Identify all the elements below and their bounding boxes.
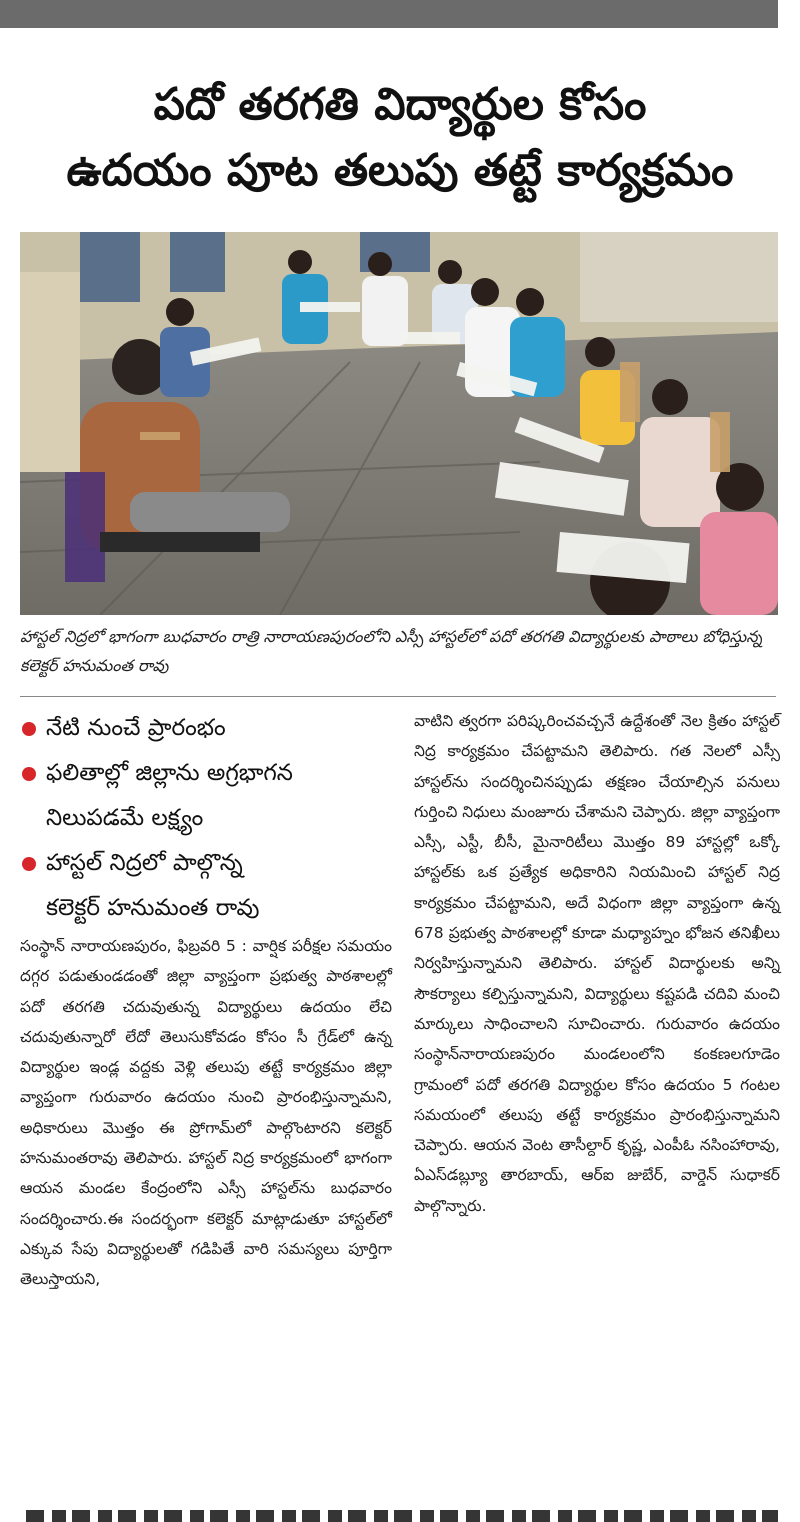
headline-line-2: ఉదయం పూట తలుపు తట్టే కార్యక్రమం	[66, 145, 734, 196]
photo-caption: హాస్టల్ నిద్రలో భాగంగా బుధవారం రాత్రి నారాయణపురంలోని ఎస్సీ హాస్టల్‌లో పదో తరగతి విద్యార్థులకు పాఠాలు బోధిస్తున్న కలెక్టర్ హనుమంత రావు	[20, 627, 763, 675]
bullet-dot-icon	[22, 857, 36, 871]
bullet-dot-icon	[22, 767, 36, 781]
next-headline-cutoff	[0, 1502, 800, 1522]
headline-line-1: పదో తరగతి విద్యార్థుల కోసం	[153, 79, 647, 130]
cutoff-text-ink	[26, 1510, 778, 1522]
article-body-right: వాటిని త్వరగా పరిష్కరించవచ్చనే ఉద్దేశంతో నెల క్రితం హాస్టల్ నిద్ర కార్యక్రమం చేపట్టామని తెలిపారు. గత నెలలో ఎస్సీ హాస్టల్‌ను సందర్శించినప్పుడు తక్షణం చేయాల్సిన పనులు గుర్తించి నిధులు మంజూరు చేశామని చెప్పారు. జిల్లా వ్యాప్తంగా ఎస్సీ, ఎస్టీ, బీసీ, మైనారిటీలు మొత్తం 89 హాస్టల్లో ఒక్కో హాస్టల్‌కు ఒక ప్రత్యేక అధికారిని నియమించి హాస్టల్ నిద్ర కార్యక్రమం చేపట్టామని, అదే విధంగా జిల్లా వ్యాప్తంగా ఉన్న 678 ప్రభుత్వ పాఠశాలల్లో కూడా మధ్యాహ్నం భోజన తనిఖీలు నిర్వహిస్తున్నామని తెలిపారు. హాస్టల్ విదార్థులకు అన్ని సౌకర్యాలు కల్పిస్తున్నామని, విద్యార్థులు కష్టపడి చదివి మంచి మార్కులు సాధించాలని సూచించారు. గురువారం ఉదయం సంస్థాన్‌నారాయణపురం మండలంలోని కంకణలగూడెం గ్రామంలో పదో తరగతి విద్యార్థుల కోసం ఉదయం 5 గంటల సమయంలో తలుపు తట్టే కార్యక్రమం ప్రారంభిస్తున్నామని చెప్పారు. ఆయన వెంట తాసీల్దార్ కృష్ణ, ఎంపీఓ నసింహారావు, ఏఎస్‌డబ్ల్యూ తారబాయ్, ఆర్‌ఐ జుబేర్, వార్డెన్ సుధాకర్ పాల్గొన్నారు.	[414, 712, 780, 1215]
article-column-left	[20, 706, 392, 1295]
divider	[20, 696, 776, 697]
highlight-text-continued: నిలుపడమే లక్ష్యం	[46, 805, 204, 831]
article-body-left: సంస్థాన్ నారాయణపురం, ఫిబ్రవరి 5 : వార్షిక పరీక్షల సమయం దగ్గర పడుతుండడంతో జిల్లా వ్యాప్తంగా ప్రభుత్వ పాఠశాలల్లో పదో తరగతి చదువుతున్న విద్యార్థులు ఉదయం లేచి చదువుతున్నారో లేదో తెలుసుకోవడం కోసం సీ గ్రేడ్‌లో ఉన్న విద్యార్థుల ఇండ్ల వద్దకు వెళ్లి తలుపు తట్టే కార్యక్రమం జిల్లా వ్యాప్తంగా గురువారం ఉదయం నుంచి ప్రారంభిస్తున్నామని, అధికారులు మొత్తం ఈ ప్రోగామ్‌లో పాల్గొంటారని కలెక్టర్ హనుమంతరావు తెలిపారు. హాస్టల్ నిద్ర కార్యక్రమంలో భాగంగా ఆయన మండల కేంద్రంలోని ఎస్సీ హాస్టల్‌ను బుధవారం సందర్శించారు.ఈ సందర్భంగా కలెక్టర్ మాట్లాడుతూ హాస్టల్‌లో ఎక్కువ సేపు విద్యార్థులతో గడిపితే వారి సమస్యలు పూర్తిగా తెలుస్తాయని,	[20, 937, 392, 1289]
article-column-right	[414, 706, 780, 1221]
news-photo	[20, 232, 778, 615]
highlight-text: హాస్టల్ నిద్రలో పాల్గొన్న	[46, 850, 243, 876]
highlight-item	[20, 841, 392, 931]
photo-classroom-icon	[20, 232, 778, 615]
highlight-text: నేటి నుంచే ప్రారంభం	[46, 715, 226, 741]
highlight-item	[20, 706, 392, 751]
highlight-item	[20, 751, 392, 841]
headline	[0, 72, 800, 204]
highlight-text: ఫలితాల్లో జిల్లాను అగ్రభాగన	[46, 760, 293, 786]
top-bar	[0, 0, 778, 28]
highlight-text-continued: కలెక్టర్ హనుమంత రావు	[46, 895, 260, 921]
bullet-dot-icon	[22, 722, 36, 736]
